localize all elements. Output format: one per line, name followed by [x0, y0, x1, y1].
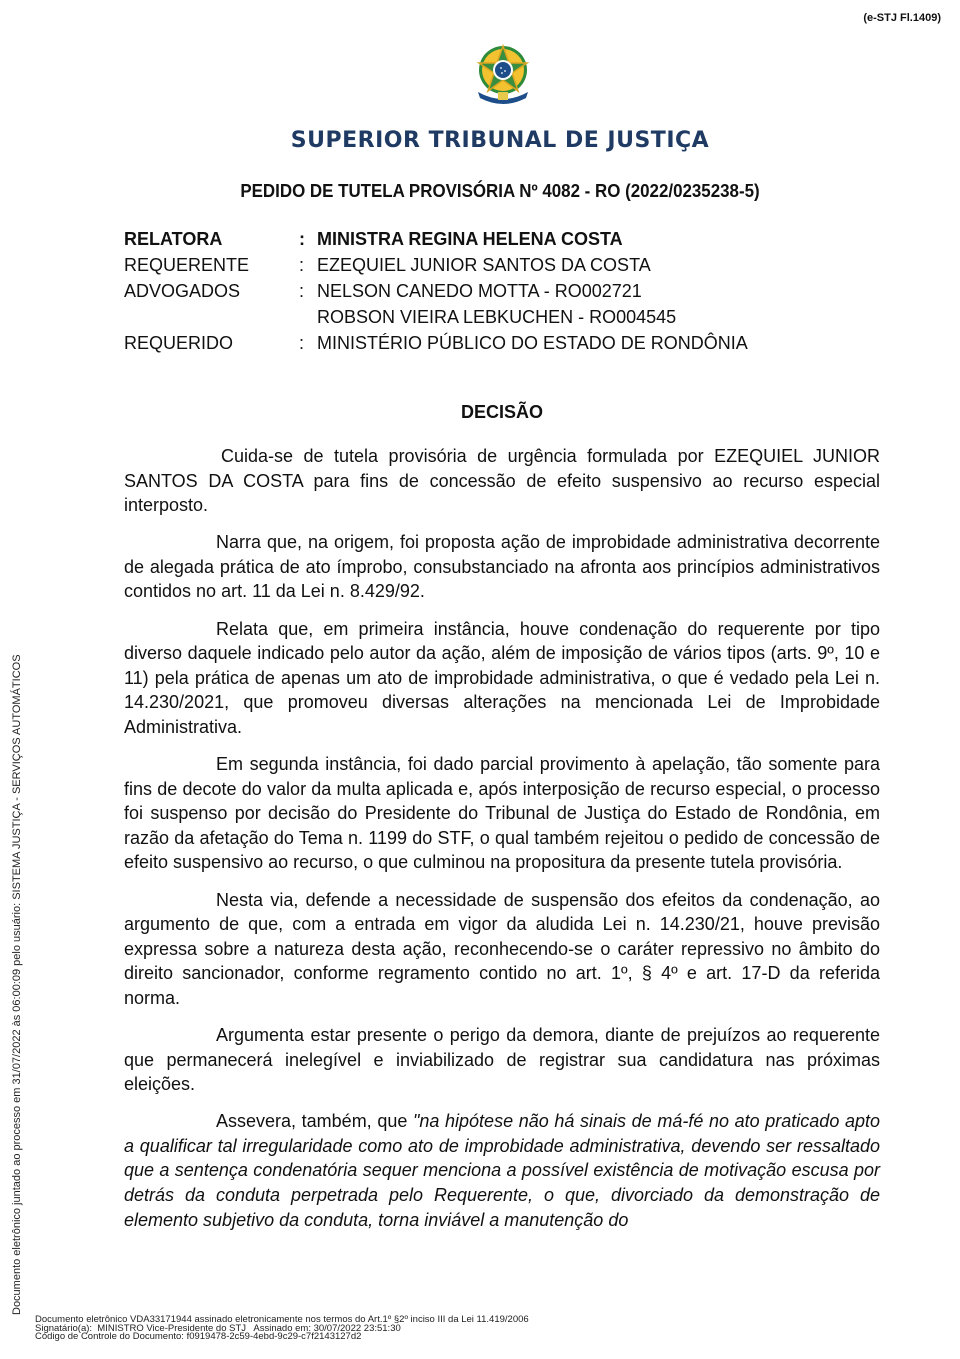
paragraph-with-quote	[124, 1109, 880, 1232]
paragraph-lead: Assevera, também, que	[216, 1111, 413, 1132]
page-reference: (e-STJ Fl.1409)	[863, 12, 941, 24]
party-colon: :	[299, 255, 305, 275]
party-label: RELATORA	[124, 229, 223, 249]
footer-line: Código de Controle do Documento: f0919478-2c59-4ebd-9c29-c7f2143127d2	[35, 1331, 362, 1343]
paragraph: Em segunda instância, foi dado parcial provimento à apelação, tão somente para fins de decote do valor da multa aplicada e, após interposição de recurso especial, o processo foi suspenso por decisão do Presidente do Tribunal de Justiça do Estado de Rondônia, em razão da afetação do Tema n. 1199 do STF, o qual também rejeitou o pedido de concessão de efeito suspensivo ao recurso, o que culminou na propositura da presente tutela provisória.	[124, 754, 880, 873]
footer-line: Signatário(a): MINISTRO Vice-Presidente do STJ Assinado em: 30/07/2022 23:51:30	[35, 1322, 401, 1334]
party-colon: :	[299, 281, 305, 301]
party-value: NELSON CANEDO MOTTA - RO002721	[317, 281, 642, 301]
paragraph: Argumenta estar presente o perigo da demora, diante de prejuízos ao requerente que permanecerá inelegível e inviabilizado de registrar sua candidatura nas próximas eleições.	[124, 1024, 880, 1095]
side-annotation: Documento eletrônico juntado ao processo em 31/07/2022 às 06:00:09 pelo usuário: SISTEMA JUSTIÇA - SERVIÇOS AUTOMÁTICOS	[11, 654, 23, 1315]
party-value: MINISTRA REGINA HELENA COSTA	[317, 229, 623, 249]
paragraph: Narra que, na origem, foi proposta ação de improbidade administrativa decorrente de alegada prática de ato ímprobo, consubstanciado na afronta aos princípios administrativos contidos no art. 11 da Lei n. 8.429/92.	[124, 532, 880, 602]
party-label: ADVOGADOS	[124, 281, 241, 301]
paragraph: Nesta via, defende a necessidade de suspensão dos efeitos da condenação, ao argumento de que, com a entrada em vigor da aludida Lei n. 14.230/21, houve previsão expressa sobre a natureza desta ação, reconhecendo-se o caráter repressivo no âmbito do direito sancionador, conforme regramento contido no art. 1º, § 4º e art. 17-D da referida norma.	[124, 889, 880, 1008]
party-colon: :	[299, 229, 305, 249]
party-label: REQUERIDO	[124, 333, 234, 353]
decision-heading: DECISÃO	[460, 402, 543, 422]
case-title: PEDIDO DE TUTELA PROVISÓRIA Nº 4082 - RO (2022/0235238-5)	[240, 181, 760, 201]
decision-body	[124, 444, 880, 1245]
coat-of-arms-icon	[470, 40, 536, 110]
party-value: MINISTÉRIO PÚBLICO DO ESTADO DE RONDÔNIA	[317, 333, 748, 353]
signature-footer	[35, 1316, 529, 1342]
party-colon: :	[299, 333, 305, 353]
party-value: ROBSON VIEIRA LEBKUCHEN - RO004545	[317, 307, 677, 327]
party-value: EZEQUIEL JUNIOR SANTOS DA COSTA	[317, 255, 651, 275]
quoted-text: "na hipótese não há sinais de má-fé no ato praticado apto a qualificar tal irregularidade como ato de improbidade administrativa, devendo ser ressaltado que a sentença condenatória sequer menciona a possível existência de motivação escusa por detrás da conduta perpetrada pelo Requerente, o que, divorciado da demonstração de elemento subjetivo da conduta, torna inviável a manutenção do	[124, 1111, 880, 1230]
paragraph: Relata que, em primeira instância, houve condenação do requerente por tipo diverso daquele indicado pelo autor da ação, além de imposição de vários tipos (arts. 9º, 10 e 11) pela prática de apenas um ato de improbidade administrativa, o que é vedado pela Lei n. 14.230/2021, que promoveu diversas alterações na mencionada Lei de Improbidade Administrativa.	[124, 618, 880, 737]
court-name: SUPERIOR TRIBUNAL DE JUSTIÇA	[290, 128, 710, 153]
party-label: REQUERENTE	[124, 255, 250, 275]
paragraph: Cuida-se de tutela provisória de urgência formulada por EZEQUIEL JUNIOR SANTOS DA COSTA para fins de concessão de efeito suspensivo ao recurso especial interposto.	[124, 446, 880, 516]
footer-line: Documento eletrônico VDA33171944 assinado eletronicamente nos termos do Art.1º §2º inciso III da Lei 11.419/2006	[35, 1314, 529, 1325]
